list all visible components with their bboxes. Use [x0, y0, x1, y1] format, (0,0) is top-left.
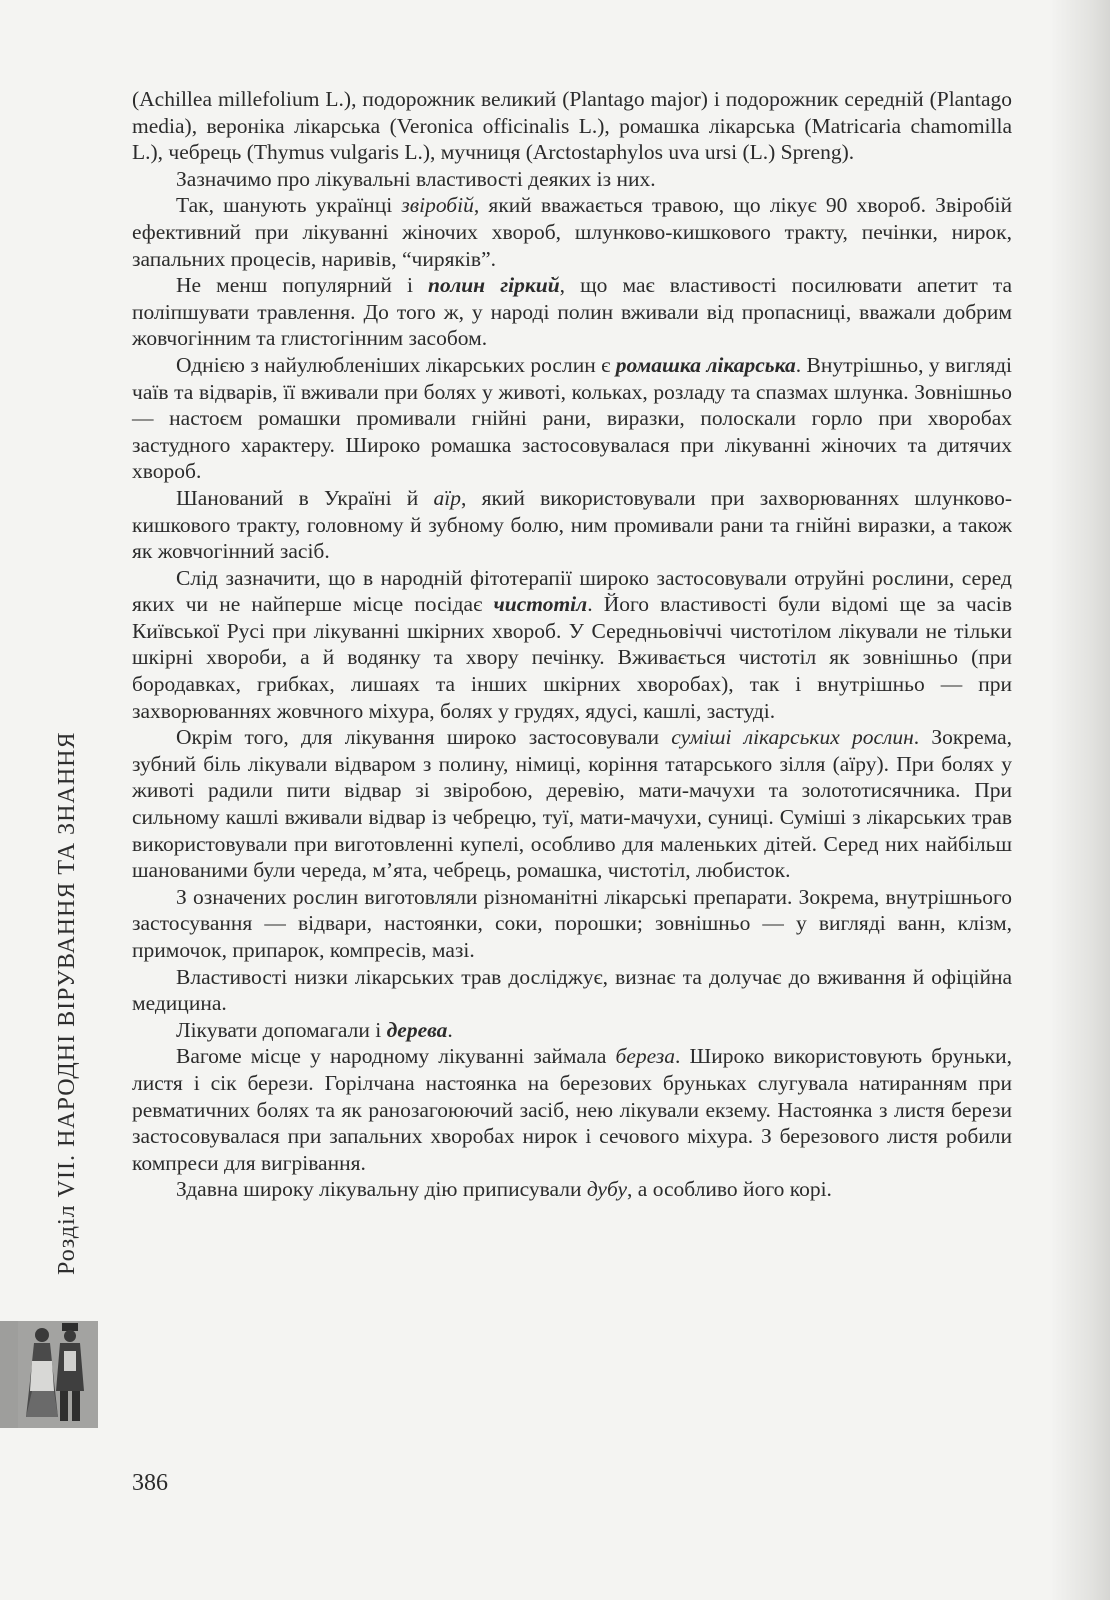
page-number: 386: [132, 1470, 168, 1496]
body-text: [132, 86, 1012, 1203]
paragraph-romashka: Однією з найулюбленіших лікарських рослин є ромашка лікарська. Внутрішньо, у вигляді чаїв та відварів, її вживали при болях у животі, кольках, розладу та спазмах шлунка. Зовнішньо — настоєм ромашки промивали гнійні рани, виразки, полоскали горло при хворобах застудного характеру. Широко ромашка застосовувалася при лікуванні жіночих та дитячих хвороб.: [132, 352, 1012, 484]
paragraph-air: Шанований в Україні й аїр, який використовували при захворюваннях шлунково-кишкового тракту, головному й зубному болю, ним промивали рани та гнійні виразки, а також як жовчогінний засіб.: [132, 485, 1012, 564]
term-bereza: береза: [615, 1044, 676, 1069]
paragraph-medytsyna: Властивості низки лікарських трав досліджує, визнає та долучає до вживання й офіційна медицина.: [132, 964, 1012, 1016]
section-title-vertical: Розділ VII. НАРОДНІ ВІРУВАННЯ ТА ЗНАННЯ: [54, 731, 80, 1275]
folk-figures-illustration: [0, 1321, 98, 1428]
paragraph-chystotil: Слід зазначити, що в народній фітотерапії широко застосовували отруйні рослини, серед яких чи не найперше місце посідає чистотіл. Його властивості були відомі ще за часів Київської Русі при лікуванні шкірних хвороб. У Середньовіччі чистотілом лікували не тільки шкірні хвороби, а й водянку та хвору печінку. Вживається чистотіл як зовнішньо (при бородавках, грибках, лишаях та інших шкірних хворобах), так і внутрішньо — при захворюваннях жовчного міхура, болях у грудях, ядусі, кашлі, застуді.: [132, 565, 1012, 723]
paragraph-dub: Здавна широку лікувальну дію приписували дубу, а особливо його корі.: [176, 1177, 832, 1202]
paragraph-dereva: Лікувати допомагали і дерева.: [176, 1017, 453, 1042]
paragraph-zvirobii: Так, шанують українці звіробій, який вважається травою, що лікує 90 хвороб. Звіробій ефективний при лікуванні жіночих хвороб, шлунково-кишкового тракту, печінки, нирок, запальних процесів, наривів, “чиряків”.: [132, 193, 1012, 271]
paragraph-intro: (Achillea millefolium L.), подорожник великий (Plantago major) і подорожник середній (Plantago media), вероніка лікарська (Veronica officinalis L.), ромашка лікарська (Matricaria chamomilla L.), чебрець (Thymus vulgaris L.), мучниця (Arctostaphylos uva ursi (L.) Spreng).: [132, 87, 1012, 165]
paragraph-polyn: Не менш популярний і полин гіркий, що має властивості посилювати апетит та поліпшувати травлення. До того ж, у народі полин вживали від пропасниці, вважали добрим жовчогінним та глистогінним засобом.: [132, 273, 1013, 351]
paragraph-bereza: Вагоме місце у народному лікуванні займала береза. Широко використовують бруньки, листя і сік берези. Горілчана настоянка на березових бруньках слугувала натиранням при ревматичних болях та як ранозагоюючий засіб, нею лікували екзему. Настоянка з листя берези застосовувалася при запальних хворобах нирок і сечового міхура. З березового листя робили компреси для вигрівання.: [132, 1044, 1012, 1175]
couple-figures-icon: [18, 1321, 98, 1428]
term-zvirobii: звіробій: [401, 193, 474, 218]
term-romashka: ромашка лікарська: [615, 352, 796, 377]
term-polyn: полин гіркий: [428, 273, 560, 298]
term-dereva: дерева: [386, 1017, 448, 1042]
term-dub: дубу: [586, 1177, 628, 1202]
term-sumishi: суміші лікарських рослин: [671, 725, 914, 750]
term-air: аїр: [433, 485, 461, 510]
term-chystotil: чистотіл: [493, 592, 588, 617]
paragraph-properties: Зазначимо про лікувальні властивості деяких із них.: [176, 166, 656, 191]
paragraph-preparaty: З означених рослин виготовляли різноманітні лікарські препарати. Зокрема, внутрішнього застосування — відвари, настоянки, соки, порошки; зовнішньо — у вигляді ванн, клізм, примочок, припарок, компресів, мазі.: [132, 884, 1012, 962]
page-edge-shadow: [1050, 0, 1110, 1600]
paragraph-sumishi: Окрім того, для лікування широко застосовували суміші лікарських рослин. Зокрема, зубний біль лікували відваром з полину, німиці, коріння татарського зілля (аїру). При болях у животі радили пити відвар зі звіробою, деревію, мати-мачухи та золототисячника. При сильному кашлі вживали відвар із чебрецю, туї, мати-мачухи, суниці. Суміші з лікарських трав використовували при виготовленні купелі, особливо для маленьких дітей. Серед них найбільш шанованими були череда, м’ята, чебрець, ромашка, чистотіл, любисток.: [132, 725, 1012, 883]
